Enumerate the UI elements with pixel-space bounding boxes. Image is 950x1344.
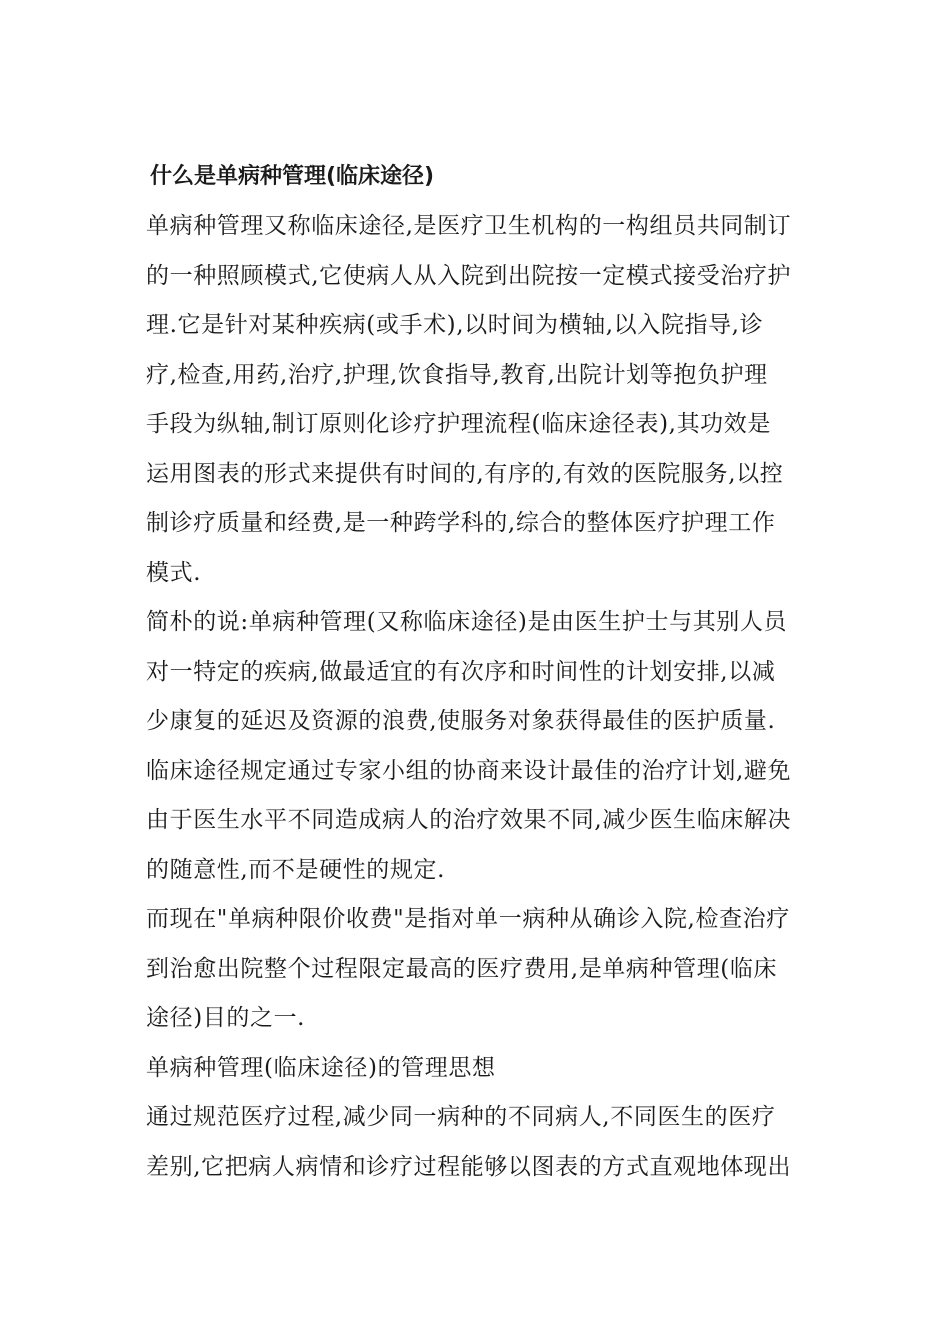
text-line: 由于医生水平不同造成病人的治疗效果不同,减少医生临床解决 bbox=[146, 807, 792, 833]
text-line: 单病种管理(临床途径)的管理思想 bbox=[146, 1054, 496, 1081]
text-line: 差别,它把病人病情和诊疗过程能够以图表的方式直观地体现出 bbox=[146, 1153, 792, 1180]
document-page bbox=[146, 152, 806, 1192]
text-line: 手段为纵轴,制订原则化诊疗护理流程(临床途径表),其功效是 bbox=[146, 411, 771, 437]
text-line: 少康复的延迟及资源的浪费,使服务对象获得最佳的医护质量. bbox=[146, 708, 776, 734]
text-line: 对一特定的疾病,做最适宜的有次序和时间性的计划安排,以减 bbox=[146, 658, 776, 685]
text-line: 模式. bbox=[146, 559, 202, 586]
text-line: 单病种管理又称临床途径,是医疗卫生机构的一构组员共同制订 bbox=[146, 213, 792, 239]
paragraph-standardization bbox=[146, 1093, 806, 1192]
text-line: 而现在"单病种限价收费"是指对单一病种从确诊入院,检查治疗 bbox=[146, 906, 790, 932]
text-line: 的一种照顾模式,它使病人从入院到出院按一定模式接受治疗护 bbox=[146, 262, 792, 289]
text-line: 疗,检查,用药,治疗,护理,饮食指导,教育,出院计划等抱负护理 bbox=[146, 361, 768, 388]
paragraph-price-limit bbox=[146, 895, 806, 1044]
section-heading-management-thought bbox=[146, 1044, 806, 1094]
text-line: 通过规范医疗过程,减少同一病种的不同病人,不同医生的医疗 bbox=[146, 1104, 776, 1130]
text-line: 运用图表的形式来提供有时间的,有序的,有效的医院服务,以控 bbox=[146, 460, 784, 487]
text-line: 简朴的说:单病种管理(又称临床途径)是由医生护士与其别人员 bbox=[146, 609, 788, 635]
text-line: 临床途径规定通过专家小组的协商来设计最佳的治疗计划,避免 bbox=[146, 757, 792, 784]
text-line: 制诊疗质量和经费,是一种跨学科的,综合的整体医疗护理工作 bbox=[146, 510, 776, 536]
text-line: 到治愈出院整个过程限定最高的医疗费用,是单病种管理(临床 bbox=[146, 955, 778, 982]
document-title: 什么是单病种管理(临床途径) bbox=[150, 164, 435, 189]
paragraph-simple-explanation bbox=[146, 598, 806, 747]
paragraph-definition bbox=[146, 202, 806, 598]
paragraph-expert-planning bbox=[146, 747, 806, 896]
text-line: 理.它是针对某种疾病(或手术),以时间为横轴,以入院指导,诊 bbox=[146, 312, 764, 338]
text-line: 的随意性,而不是硬性的规定. bbox=[146, 856, 446, 883]
text-line: 途径)目的之一. bbox=[146, 1005, 306, 1031]
